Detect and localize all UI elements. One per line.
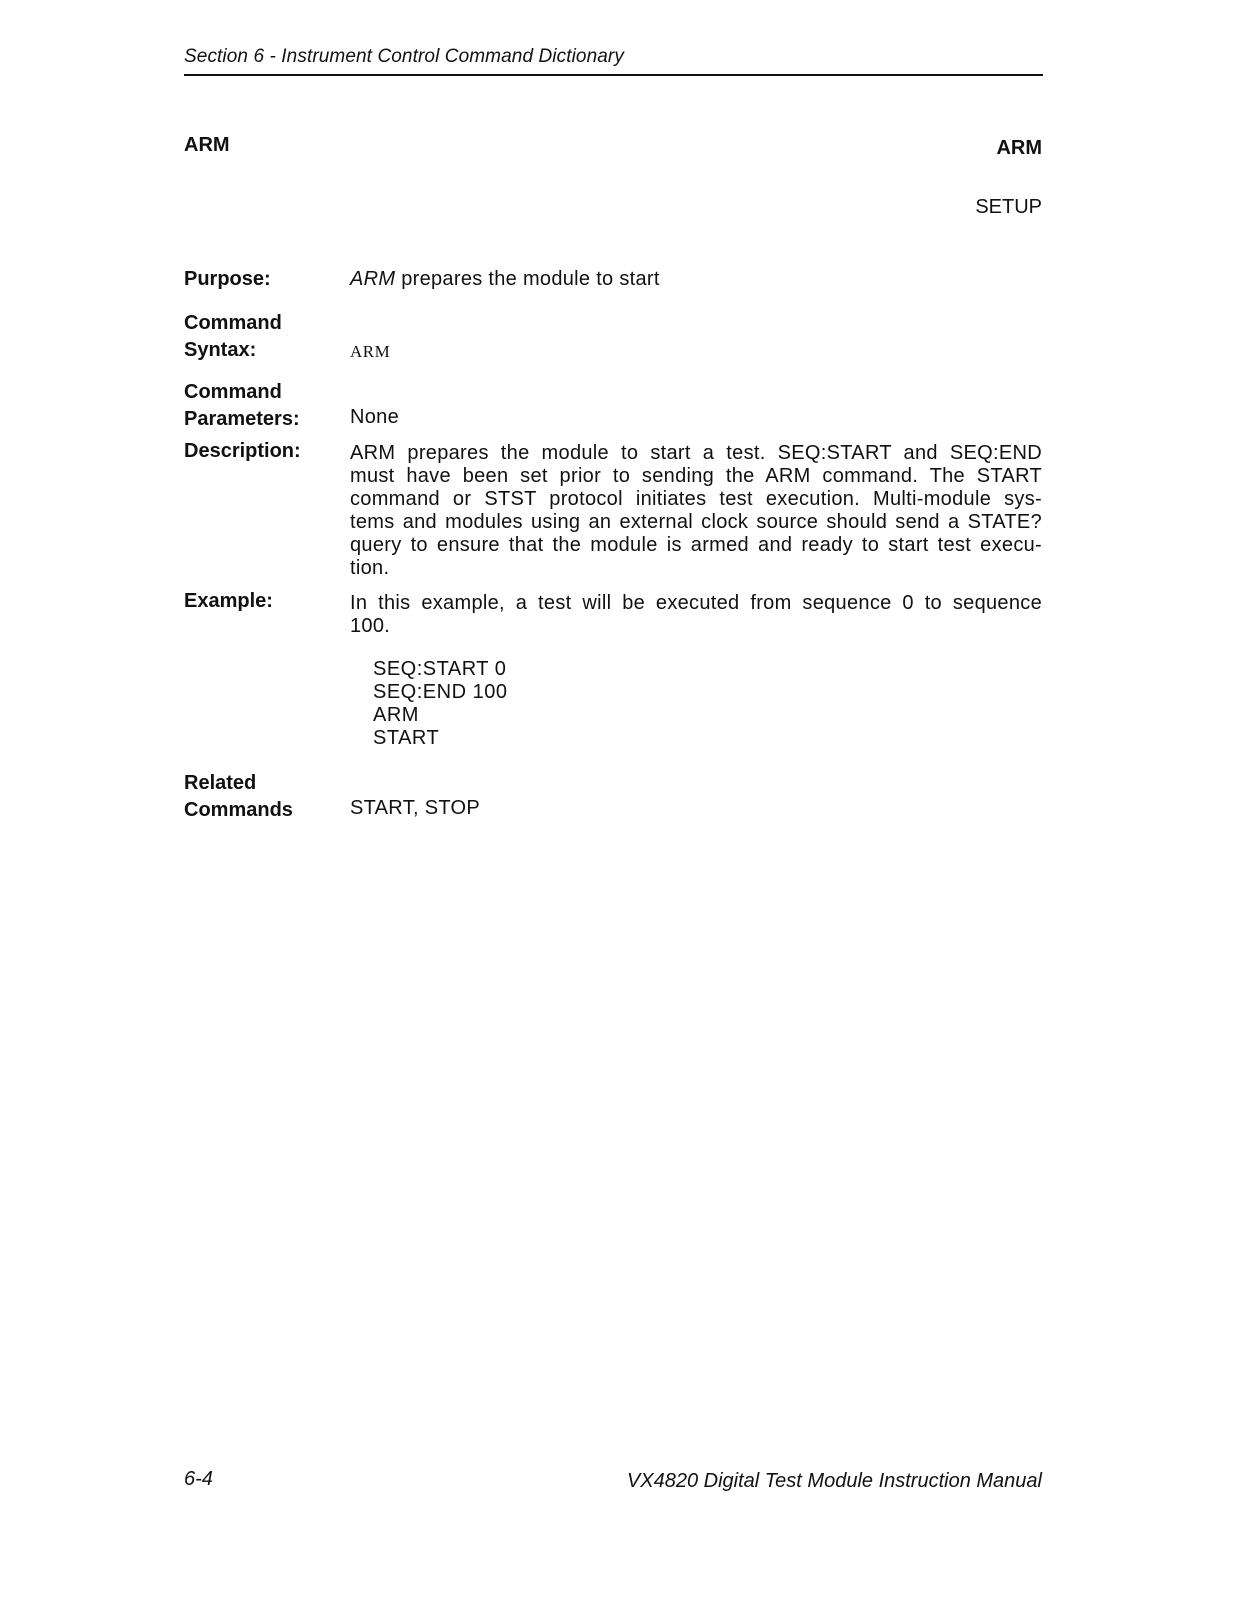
- command-name-left: ARM: [184, 134, 230, 156]
- header-rule: [184, 74, 1043, 76]
- code-line: ARM: [373, 704, 419, 726]
- syntax-label: [184, 310, 282, 364]
- description-line: query to ensure that the module is armed and ready to start test execu-: [350, 534, 1042, 556]
- related-label: [184, 770, 293, 824]
- purpose-text: [350, 268, 1042, 291]
- parameters-label-line1: Command: [184, 381, 282, 403]
- example-line: In this example, a test will be executed from sequence 0 to sequence: [350, 592, 1042, 614]
- purpose-body: prepares the module to start: [395, 268, 660, 290]
- example-line: 100.: [350, 615, 391, 637]
- description-line: tems and modules using an external clock source should send a STATE?: [350, 511, 1042, 533]
- command-category: SETUP: [975, 196, 1042, 218]
- code-line: SEQ:END 100: [373, 681, 508, 703]
- description-line: command or STST protocol initiates test execution. Multi-module sys-: [350, 488, 1042, 510]
- syntax-label-line2: Syntax:: [184, 339, 257, 361]
- purpose-label: [184, 266, 271, 293]
- example-code: [373, 658, 507, 750]
- page-number: 6-4: [184, 1468, 213, 1490]
- description-label-text: Description:: [184, 440, 301, 462]
- syntax-text: ARM: [350, 342, 391, 361]
- description-line: tion.: [350, 557, 390, 579]
- purpose-label-text: Purpose:: [184, 268, 271, 290]
- description-text: [350, 442, 1042, 580]
- description-line: ARM prepares the module to start a test. SEQ:START and SEQ:END: [350, 442, 1042, 464]
- parameters-label-line2: Parameters:: [184, 408, 300, 430]
- description-label: [184, 438, 301, 465]
- command-name-right: ARM: [996, 137, 1042, 159]
- description-line: must have been set prior to sending the ARM command. The START: [350, 465, 1042, 487]
- manual-title: VX4820 Digital Test Module Instruction Manual: [626, 1470, 1042, 1492]
- related-text: START, STOP: [350, 797, 480, 819]
- related-label-line2: Commands: [184, 799, 293, 821]
- parameters-label: [184, 379, 300, 433]
- example-label: [184, 588, 273, 615]
- purpose-term: ARM: [350, 268, 396, 290]
- parameters-text: None: [350, 406, 400, 428]
- example-label-text: Example:: [184, 590, 273, 612]
- code-line: START: [373, 727, 440, 749]
- related-label-line1: Related: [184, 772, 257, 794]
- example-text: [350, 592, 1042, 638]
- running-head: Section 6 - Instrument Control Command Dictionary: [184, 46, 624, 67]
- syntax-label-line1: Command: [184, 312, 282, 334]
- code-line: SEQ:START 0: [373, 658, 507, 680]
